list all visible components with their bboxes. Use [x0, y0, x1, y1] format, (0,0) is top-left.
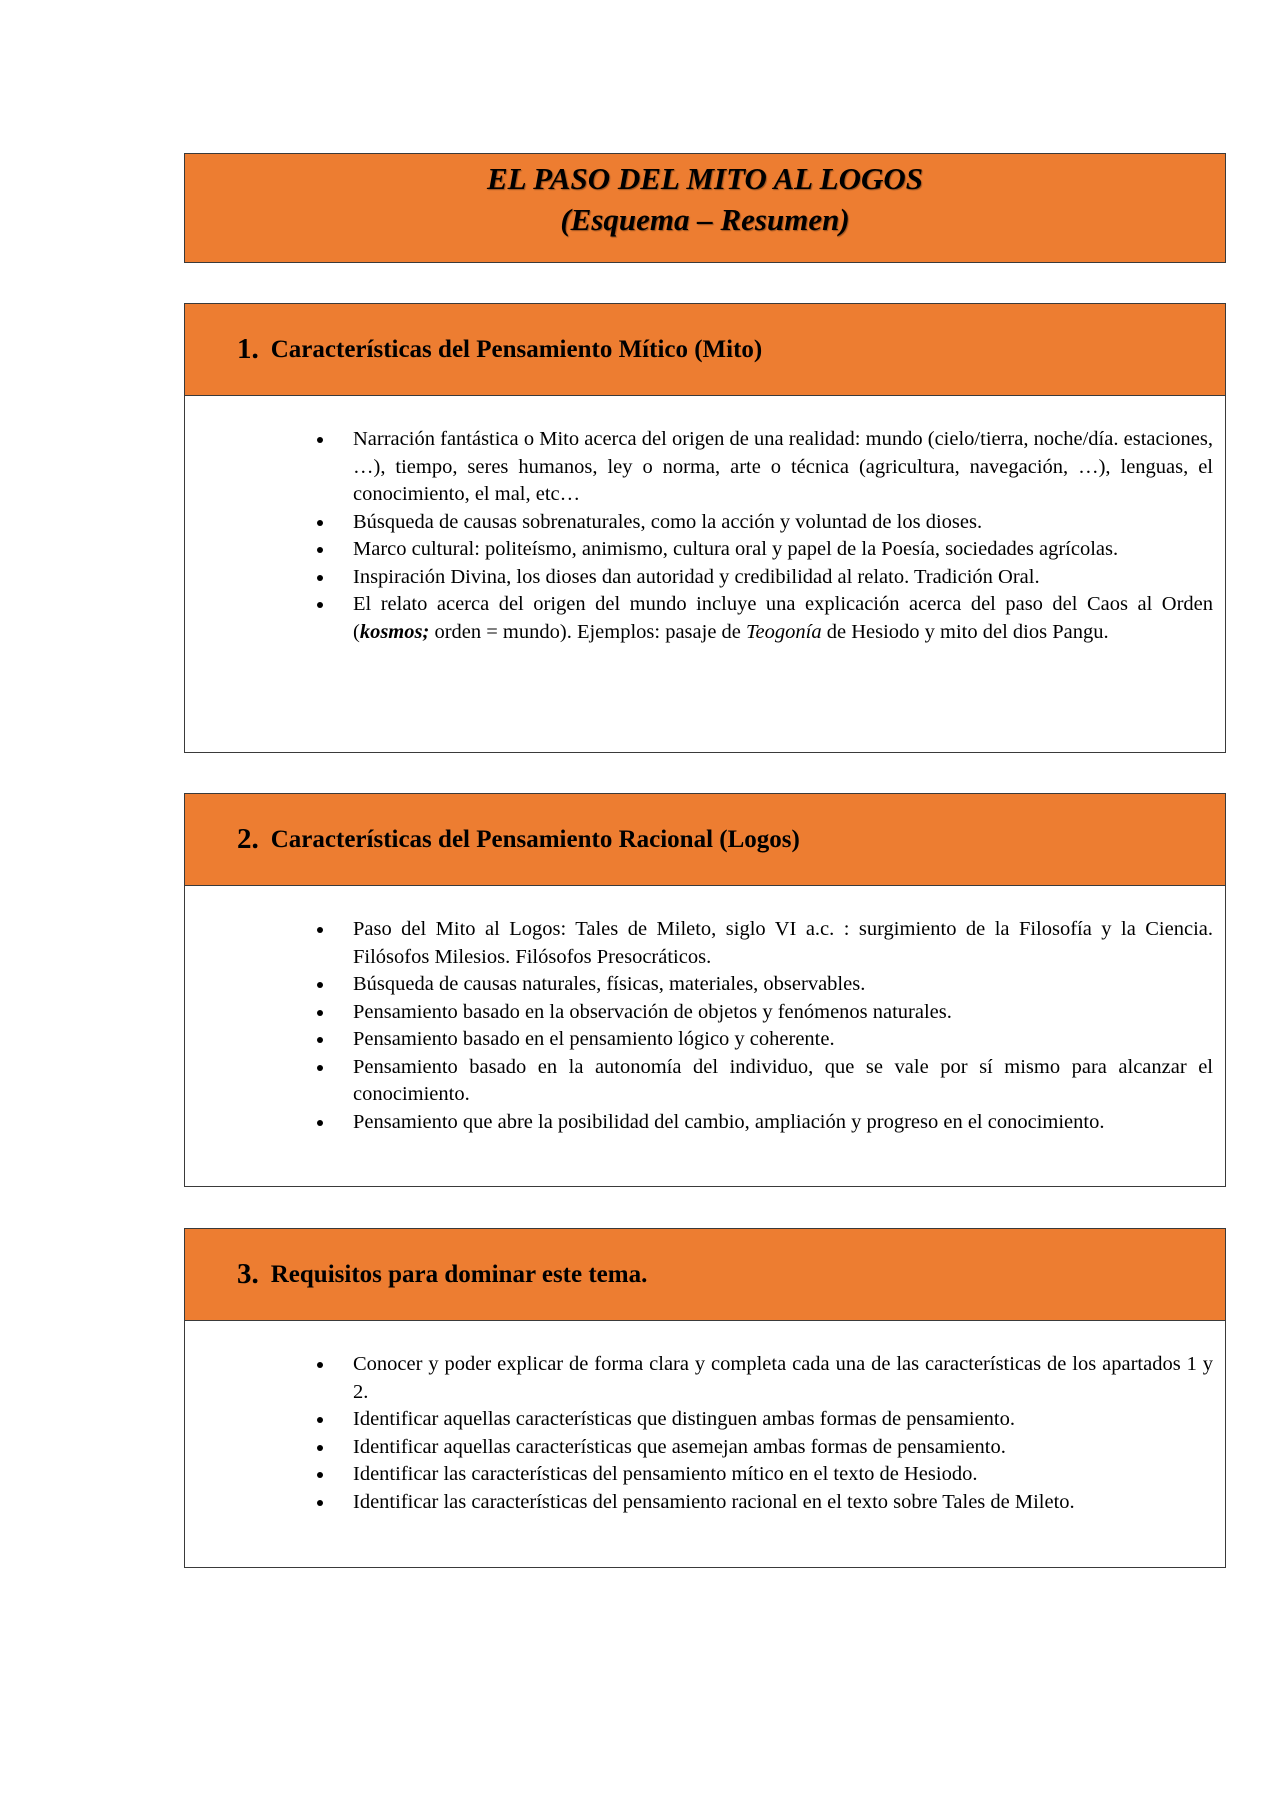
bullet-icon: [317, 927, 323, 933]
section-body: [185, 396, 1225, 646]
bullet-icon: [317, 437, 323, 443]
list-item: Identificar aquellas características que asemejan ambas formas de pensamiento.: [353, 1434, 1213, 1462]
bullet-list: [353, 1351, 1213, 1516]
bullet-icon: [317, 1472, 323, 1478]
bullet-icon: [317, 1445, 323, 1451]
work-title-teogonia: Teogonía: [746, 620, 822, 643]
section-body: [185, 1321, 1225, 1516]
bullet-icon: [317, 1362, 323, 1368]
bullet-icon: [317, 575, 323, 581]
document-subtitle: (Esquema – Resumen): [560, 202, 850, 237]
list-item: Búsqueda de causas naturales, físicas, materiales, observables.: [353, 971, 1213, 999]
section-body: [185, 886, 1225, 1136]
bullet-icon: [317, 1417, 323, 1423]
bullet-icon: [317, 1500, 323, 1506]
section-number: 1.: [237, 333, 259, 365]
section-requirements: [184, 1228, 1226, 1568]
list-item: Paso del Mito al Logos: Tales de Mileto, siglo VI a.c. : surgimiento de la Filosofía y la Ciencia. Filósofos Milesios. Filósofos Presocráticos.: [353, 916, 1213, 971]
bullet-icon: [317, 547, 323, 553]
document-title: EL PASO DEL MITO AL LOGOS: [486, 161, 924, 196]
list-item: Pensamiento basado en la observación de objetos y fenómenos naturales.: [353, 999, 1213, 1027]
list-item: Narración fantástica o Mito acerca del origen de una realidad: mundo (cielo/tierra, noche/día. estaciones, …), tiempo, seres humanos, ley o norma, arte o técnica (agricultura, navegación, …), lenguas, el conocimiento, el mal, etc…: [353, 426, 1213, 509]
section-rational-thought: [184, 793, 1226, 1187]
list-item: Pensamiento basado en la autonomía del individuo, que se vale por sí mismo para alcanzar el conocimiento.: [353, 1054, 1213, 1109]
section-header: [185, 794, 1225, 886]
bullet-icon: [317, 1120, 323, 1126]
document-title-box: [184, 153, 1226, 263]
list-item: Identificar aquellas características que distinguen ambas formas de pensamiento.: [353, 1406, 1213, 1434]
bullet-icon: [317, 982, 323, 988]
bullet-icon: [317, 1037, 323, 1043]
term-kosmos: kosmos;: [359, 620, 430, 643]
section-number: 3.: [237, 1258, 259, 1290]
section-header: [185, 304, 1225, 396]
list-item: Identificar las características del pensamiento racional en el texto sobre Tales de Mileto.: [353, 1489, 1213, 1517]
section-header: [185, 1229, 1225, 1321]
section-heading: Características del Pensamiento Racional (Logos): [270, 825, 800, 853]
list-item: Búsqueda de causas sobrenaturales, como la acción y voluntad de los dioses.: [353, 509, 1213, 537]
section-mythical-thought: [184, 303, 1226, 753]
list-item: Marco cultural: politeísmo, animismo, cultura oral y papel de la Poesía, sociedades agrícolas.: [353, 536, 1213, 564]
list-item: Pensamiento basado en el pensamiento lógico y coherente.: [353, 1026, 1213, 1054]
list-item: Inspiración Divina, los dioses dan autoridad y credibilidad al relato. Tradición Oral.: [353, 564, 1213, 592]
section-heading: Características del Pensamiento Mítico (Mito): [270, 335, 763, 363]
bullet-icon: [317, 1010, 323, 1016]
list-item: Identificar las características del pensamiento mítico en el texto de Hesiodo.: [353, 1461, 1213, 1489]
list-item: Conocer y poder explicar de forma clara y completa cada una de las características de los apartados 1 y 2.: [353, 1351, 1213, 1406]
list-item: El relato acerca del origen del mundo incluye una explicación acerca del paso del Caos al Orden (kosmos; orden = mundo). Ejemplos: pasaje de Teogonía de Hesiodo y mito del dios Pangu.: [353, 591, 1213, 646]
bullet-icon: [317, 520, 323, 526]
list-item: Pensamiento que abre la posibilidad del cambio, ampliación y progreso en el conocimiento.: [353, 1109, 1213, 1137]
bullet-icon: [317, 602, 323, 608]
bullet-list: [353, 916, 1213, 1136]
bullet-list: [353, 426, 1213, 646]
section-heading: Requisitos para dominar este tema.: [270, 1260, 648, 1288]
bullet-icon: [317, 1065, 323, 1071]
section-number: 2.: [237, 823, 259, 855]
